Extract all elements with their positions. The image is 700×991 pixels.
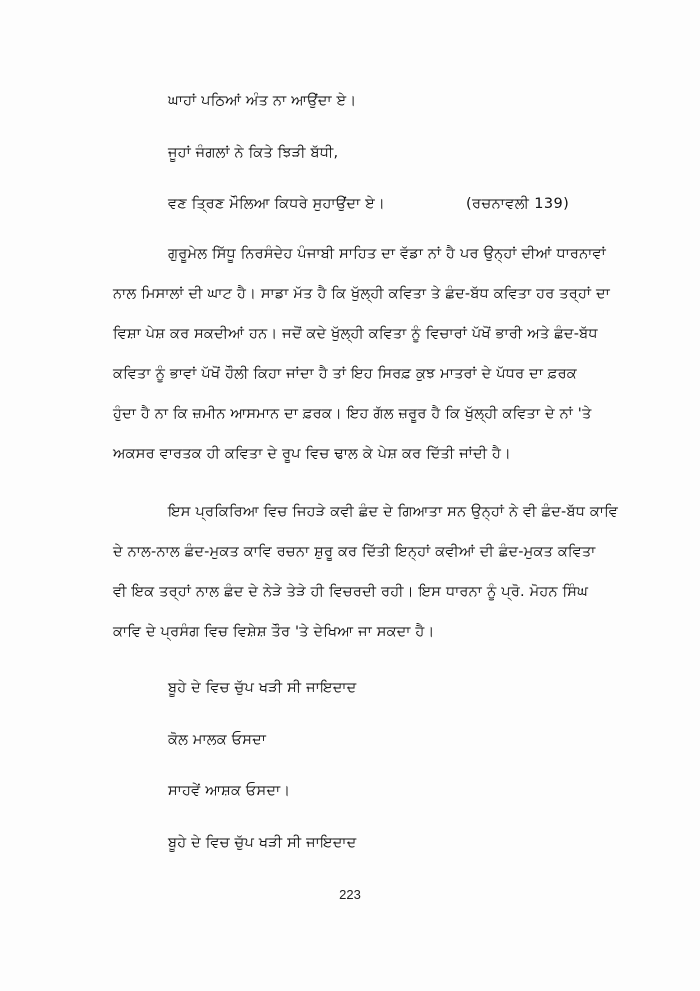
- paragraph-line: ਵੀ ਇਕ ਤਰ੍ਹਾਂ ਨਾਲ ਛੰਦ ਦੇ ਨੇੜੇ ਤੇੜੇ ਹੀ ਵਿਚਰਦੀ ਰਹੀ। ਇਸ ਧਾਰਨਾ ਨੂੰ ਪ੍ਰੋ. ਮੋਹਨ ਸਿੰਘ: [113, 584, 589, 600]
- paragraph-line: ਵਿਸ਼ਾ ਪੇਸ਼ ਕਰ ਸਕਦੀਆਂ ਹਨ। ਜਦੋਂ ਕਦੇ ਖੁੱਲ੍ਹੀ ਕਵਿਤਾ ਨੂੰ ਵਿਚਾਰਾਂ ਪੱਖੋਂ ਭਾਰੀ ਅਤੇ ਛੰਦ-ਬੱਧ: [113, 326, 598, 342]
- citation: (ਰਚਨਾਵਲੀ 139): [466, 196, 570, 212]
- paragraph-line: ਹੁੰਦਾ ਹੈ ਨਾ ਕਿ ਜ਼ਮੀਨ ਆਸਮਾਨ ਦਾ ਫ਼ਰਕ। ਇਹ ਗੱਲ ਜ਼ਰੂਰ ਹੈ ਕਿ ਖੁੱਲ੍ਹੀ ਕਵਿਤਾ ਦੇ ਨਾਂ 'ਤੇ: [113, 406, 592, 422]
- paragraph-line: ਕਵਿਤਾ ਨੂੰ ਭਾਵਾਂ ਪੱਖੋਂ ਹੌਲੀ ਕਿਹਾ ਜਾਂਦਾ ਹੈ ਤਾਂ ਇਹ ਸਿਰਫ਼ ਕੁਝ ਮਾਤਰਾਂ ਦੇ ਪੱਧਰ ਦਾ ਫ਼ਰਕ: [113, 366, 577, 382]
- paragraph-line: ਦੇ ਨਾਲ-ਨਾਲ ਛੰਦ-ਮੁਕਤ ਕਾਵਿ ਰਚਨਾ ਸ਼ੁਰੂ ਕਰ ਦਿੱਤੀ ਇਨ੍ਹਾਂ ਕਵੀਆਂ ਦੀ ਛੰਦ-ਮੁਕਤ ਕਵਿਤਾ: [113, 544, 596, 560]
- paragraph-line: ਅਕਸਰ ਵਾਰਤਕ ਹੀ ਕਵਿਤਾ ਦੇ ਰੂਪ ਵਿਚ ਢਾਲ ਕੇ ਪੇਸ਼ ਕਰ ਦਿੱਤੀ ਜਾਂਦੀ ਹੈ।: [113, 446, 512, 462]
- page-number: 223: [339, 887, 361, 902]
- verse-line: ਕੋਲ ਮਾਲਕ ਓਸਦਾ: [168, 732, 267, 748]
- verse-line: ਜੂਹਾਂ ਜੰਗਲਾਂ ਨੇ ਕਿਤੇ ਝਿੜੀ ਬੱਧੀ,: [168, 145, 339, 161]
- verse-line: ਵਣ ਤ੍ਰਿਣ ਮੌਲਿਆ ਕਿਧਰੇ ਸੁਹਾਉਂਦਾ ਏ।: [168, 196, 385, 212]
- paragraph-line: ਕਾਵਿ ਦੇ ਪ੍ਰਸੰਗ ਵਿਚ ਵਿਸ਼ੇਸ਼ ਤੌਰ 'ਤੇ ਦੇਖਿਆ ਜਾ ਸਕਦਾ ਹੈ।: [113, 624, 435, 640]
- paragraph-line: ਨਾਲ ਮਿਸਾਲਾਂ ਦੀ ਘਾਟ ਹੈ। ਸਾਡਾ ਮੱਤ ਹੈ ਕਿ ਖੁੱਲ੍ਹੀ ਕਵਿਤਾ ਤੇ ਛੰਦ-ਬੱਧ ਕਵਿਤਾ ਹਰ ਤਰ੍ਹਾਂ ਦਾ: [113, 286, 610, 302]
- verse-line: ਘਾਹਾਂ ਪਠਿਆਂ ਅੰਤ ਨਾ ਆਉਂਦਾ ਏ।: [168, 93, 357, 109]
- verse-line: ਬੂਹੇ ਦੇ ਵਿਚ ਚੁੱਪ ਖੜੀ ਸੀ ਜਾਇਦਾਦ: [168, 680, 357, 696]
- paragraph-line: ਗੁਰੂਮੇਲ ਸਿੱਧੂ ਨਿਰਸੰਦੇਹ ਪੰਜਾਬੀ ਸਾਹਿਤ ਦਾ ਵੱਡਾ ਨਾਂ ਹੈ ਪਰ ਉਨ੍ਹਾਂ ਦੀਆਂ ਧਾਰਨਾਵਾਂ: [168, 246, 606, 262]
- verse-line: ਬੂਹੇ ਦੇ ਵਿਚ ਚੁੱਪ ਖੜੀ ਸੀ ਜਾਇਦਾਦ: [168, 835, 357, 851]
- paragraph-line: ਇਸ ਪ੍ਰਕਿਰਿਆ ਵਿਚ ਜਿਹੜੇ ਕਵੀ ਛੰਦ ਦੇ ਗਿਆਤਾ ਸਨ ਉਨ੍ਹਾਂ ਨੇ ਵੀ ਛੰਦ-ਬੱਧ ਕਾਵਿ: [168, 504, 619, 520]
- verse-line: ਸਾਹਵੇਂ ਆਸ਼ਕ ਓਸਦਾ।: [168, 783, 291, 799]
